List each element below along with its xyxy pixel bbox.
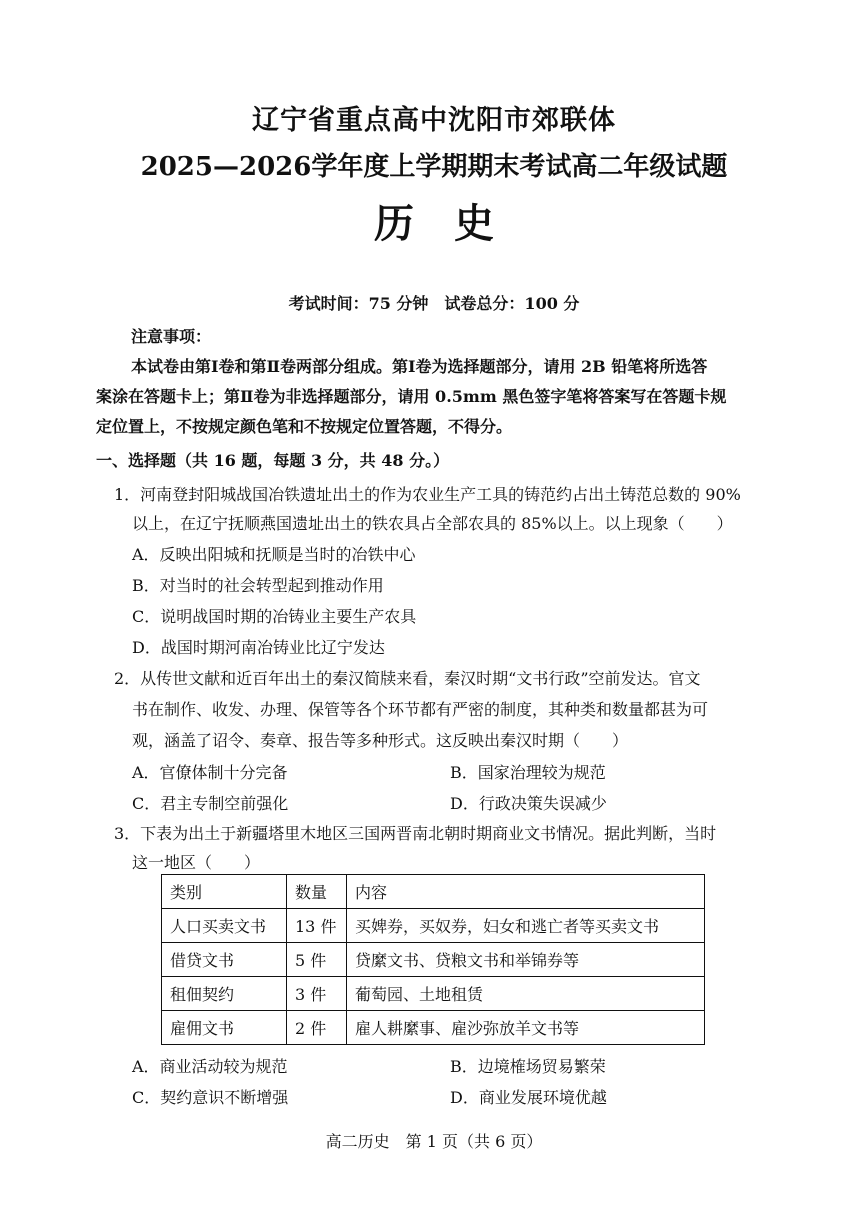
exam-info: 考试时间：75 分钟 试卷总分：100 分 (288, 294, 580, 313)
table-cell: 贷縻文书、贷粮文书和举锦券等 (347, 943, 705, 977)
table-cell: 3 件 (287, 977, 347, 1011)
page-footer: 高二历史 第 1 页（共 6 页） (325, 1132, 543, 1151)
table-cell: 雇佣文书 (162, 1011, 287, 1045)
table-cell: 雇人耕縻事、雇沙弥放羊文书等 (347, 1011, 705, 1045)
q3-table (161, 874, 705, 1045)
table-header-row (162, 875, 705, 909)
q2-option-c: C．君主专制空前强化 (132, 794, 289, 813)
q3-option-a: A．商业活动较为规范 (132, 1057, 288, 1076)
q1-option-b: B．对当时的社会转型起到推动作用 (132, 576, 384, 595)
q3-stem-line2: 这一地区（ ） (132, 853, 261, 872)
table-cell: 借贷文书 (162, 943, 287, 977)
notice-line3: 定位置上，不按规定颜色笔和不按规定位置答题，不得分。 (96, 417, 513, 436)
q2-stem-line3: 观，涵盖了诏令、奏章、报告等多种形式。这反映出秦汉时期（ ） (132, 731, 629, 750)
q3-option-b: B．边境榷场贸易繁荣 (450, 1057, 606, 1076)
q2-option-d: D．行政决策失误减少 (450, 794, 607, 813)
q2-stem-line1: 2．从传世文献和近百年出土的秦汉简牍来看，秦汉时期“文书行政”空前发达。官文 (114, 669, 701, 688)
table-cell: 买婢券，买奴券，妇女和逃亡者等买卖文书 (347, 909, 705, 943)
subject-title: 历史 (374, 200, 534, 247)
notice-line1: 本试卷由第Ⅰ卷和第Ⅱ卷两部分组成。第Ⅰ卷为选择题部分，请用 2B 铅笔将所选答 (131, 357, 708, 376)
notice-line2: 案涂在答题卡上；第Ⅱ卷为非选择题部分，请用 0.5mm 黑色签字笔将答案写在答题卡规 (96, 387, 727, 406)
section-heading: 一、选择题（共 16 题，每题 3 分，共 48 分。） (96, 451, 450, 470)
table-cell: 2 件 (287, 1011, 347, 1045)
table-cell: 13 件 (287, 909, 347, 943)
q1-option-d: D．战国时期河南冶铸业比辽宁发达 (132, 638, 385, 657)
table-row (162, 943, 705, 977)
q3-option-d: D．商业发展环境优越 (450, 1088, 607, 1107)
table-row (162, 977, 705, 1011)
q1-option-c: C．说明战国时期的冶铸业主要生产农具 (132, 607, 417, 626)
q2-option-a: A．官僚体制十分完备 (132, 763, 288, 782)
table-row (162, 909, 705, 943)
exam-title-line1: 辽宁省重点高中沈阳市郊联体 (252, 105, 616, 136)
q2-stem-line2: 书在制作、收发、办理、保管等各个环节都有严密的制度，其种类和数量都甚为可 (132, 700, 709, 719)
q3-stem-line1: 3．下表为出土于新疆塔里木地区三国两晋南北朝时期商业文书情况。据此判断，当时 (114, 824, 717, 843)
table-header-cell: 数量 (287, 875, 347, 909)
q1-option-a: A．反映出阳城和抚顺是当时的冶铁中心 (132, 545, 416, 564)
table-cell: 租佃契约 (162, 977, 287, 1011)
table-header-cell: 类别 (162, 875, 287, 909)
q1-stem-line1: 1．河南登封阳城战国冶铁遗址出土的作为农业生产工具的铸范约占出土铸范总数的 90% (114, 485, 741, 504)
table-cell: 人口买卖文书 (162, 909, 287, 943)
notice-heading: 注意事项： (131, 327, 212, 346)
table-cell: 葡萄园、土地租赁 (347, 977, 705, 1011)
table-header-cell: 内容 (347, 875, 705, 909)
q2-option-b: B．国家治理较为规范 (450, 763, 606, 782)
q3-option-c: C．契约意识不断增强 (132, 1088, 289, 1107)
q1-stem-line2: 以上，在辽宁抚顺燕国遗址出土的铁农具占全部农具的 85%以上。以上现象（ ） (132, 514, 733, 533)
table-cell: 5 件 (287, 943, 347, 977)
exam-title-line2: 2025—2026学年度上学期期末考试高二年级试题 (140, 152, 728, 182)
table-row (162, 1011, 705, 1045)
